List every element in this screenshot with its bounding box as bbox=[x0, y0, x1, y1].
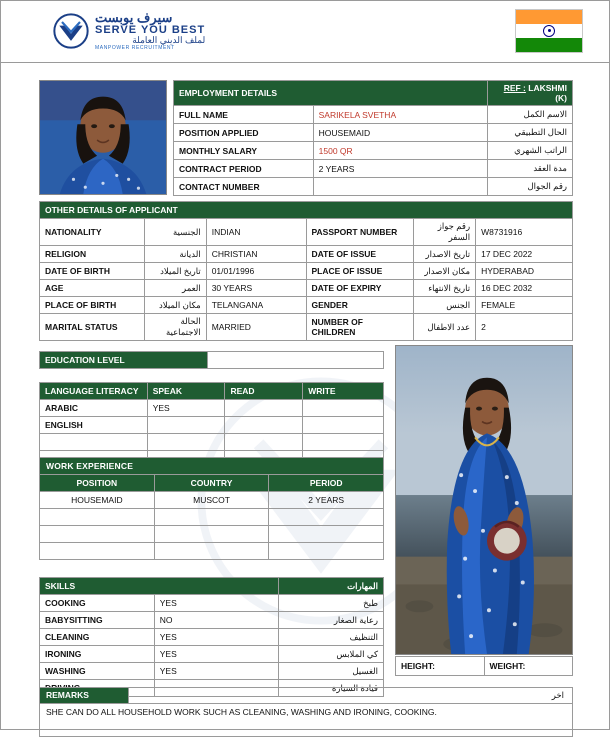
remarks-header-row bbox=[39, 687, 573, 703]
period-col-header: PERIOD bbox=[269, 475, 384, 492]
language-name: ARABIC bbox=[40, 400, 148, 417]
work-header-row bbox=[40, 475, 384, 492]
work-position bbox=[40, 543, 155, 560]
work-country bbox=[154, 543, 269, 560]
full-name-arabic: الاسم الكمل bbox=[488, 106, 573, 124]
table-row bbox=[40, 297, 573, 314]
number-of-children-arabic: عدد الاطفال bbox=[414, 314, 476, 341]
position-applied-arabic: الحال التطبيقي bbox=[488, 124, 573, 142]
language-write bbox=[303, 400, 384, 417]
place-of-issue-label: PLACE OF ISSUE bbox=[306, 263, 414, 280]
education-section bbox=[39, 351, 384, 369]
table-row bbox=[40, 629, 384, 646]
gender-arabic: الجنس bbox=[414, 297, 476, 314]
skill-arabic: رعاية الصغار bbox=[279, 612, 384, 629]
position-applied-label: POSITION APPLIED bbox=[174, 124, 314, 142]
date-of-birth-label: DATE OF BIRTH bbox=[40, 263, 145, 280]
gender-value: FEMALE bbox=[476, 297, 573, 314]
date-of-birth-arabic: تاريخ الميلاد bbox=[144, 263, 206, 280]
other-details-band-row bbox=[40, 202, 573, 219]
applicant-full-photo bbox=[395, 345, 573, 655]
speak-col-header: SPEAK bbox=[147, 383, 225, 400]
gender-label: GENDER bbox=[306, 297, 414, 314]
marital-status-value: MARRIED bbox=[206, 314, 306, 341]
logo-tagline: MANPOWER RECRUITMENT bbox=[95, 44, 175, 51]
date-of-expiry-value: 16 DEC 2032 bbox=[476, 280, 573, 297]
skill-value: YES bbox=[154, 629, 279, 646]
age-value: 30 YEARS bbox=[206, 280, 306, 297]
table-row bbox=[40, 400, 384, 417]
table-row bbox=[40, 646, 384, 663]
work-period bbox=[269, 509, 384, 526]
monthly-salary-arabic: الراتب الشهري bbox=[488, 142, 573, 160]
language-write bbox=[303, 434, 384, 451]
table-row bbox=[174, 160, 573, 178]
contract-period-label: CONTRACT PERIOD bbox=[174, 160, 314, 178]
monthly-salary-value: 1500 QR bbox=[313, 142, 488, 160]
religion-arabic: الديانة bbox=[144, 246, 206, 263]
skill-value: YES bbox=[154, 595, 279, 612]
contact-number-label: CONTACT NUMBER bbox=[174, 178, 314, 196]
language-name: ENGLISH bbox=[40, 417, 148, 434]
nationality-arabic: الجنسية bbox=[144, 219, 206, 246]
ref-cell bbox=[488, 81, 573, 106]
employment-band-row bbox=[174, 81, 573, 106]
place-of-issue-arabic: مكان الاصدار bbox=[414, 263, 476, 280]
table-row bbox=[40, 246, 573, 263]
religion-value: CHRISTIAN bbox=[206, 246, 306, 263]
work-period bbox=[269, 543, 384, 560]
work-band-row bbox=[40, 458, 384, 475]
work-position: HOUSEMAID bbox=[40, 492, 155, 509]
skills-table bbox=[39, 577, 384, 697]
remarks-text: SHE CAN DO ALL HOUSEHOLD WORK SUCH AS CLEANING, WASHING AND IRONING, COOKING. bbox=[39, 703, 573, 737]
table-row bbox=[40, 219, 573, 246]
skill-name: BABYSITTING bbox=[40, 612, 155, 629]
skill-value: NO bbox=[154, 612, 279, 629]
full-name-value: SARIKELA SVETHA bbox=[313, 106, 488, 124]
write-col-header: WRITE bbox=[303, 383, 384, 400]
table-row bbox=[40, 509, 384, 526]
skills-band-row bbox=[40, 578, 384, 595]
language-header-row bbox=[40, 383, 384, 400]
work-band-label: WORK EXPERIENCE bbox=[40, 458, 384, 475]
table-row bbox=[40, 526, 384, 543]
nationality-value: INDIAN bbox=[206, 219, 306, 246]
skill-arabic: كي الملابس bbox=[279, 646, 384, 663]
table-row bbox=[396, 657, 573, 676]
height-label: HEIGHT: bbox=[396, 657, 485, 676]
passport-number-value: W8731916 bbox=[476, 219, 573, 246]
language-read bbox=[225, 434, 303, 451]
age-label: AGE bbox=[40, 280, 145, 297]
work-period: 2 YEARS bbox=[269, 492, 384, 509]
monthly-salary-label: MONTHLY SALARY bbox=[174, 142, 314, 160]
marital-status-arabic: الحالة الاجتماعية bbox=[144, 314, 206, 341]
contract-period-arabic: مدة العقد bbox=[488, 160, 573, 178]
skill-arabic: قيادة السيارة bbox=[279, 680, 384, 697]
date-of-issue-value: 17 DEC 2022 bbox=[476, 246, 573, 263]
place-of-birth-label: PLACE OF BIRTH bbox=[40, 297, 145, 314]
position-applied-value: HOUSEMAID bbox=[313, 124, 488, 142]
religion-label: RELIGION bbox=[40, 246, 145, 263]
table-row bbox=[40, 492, 384, 509]
skill-name: IRONING bbox=[40, 646, 155, 663]
skills-band-arabic: المهارات bbox=[279, 578, 384, 595]
language-name bbox=[40, 434, 148, 451]
nationality-label: NATIONALITY bbox=[40, 219, 145, 246]
language-speak bbox=[147, 434, 225, 451]
table-row bbox=[40, 434, 384, 451]
skill-name: CLEANING bbox=[40, 629, 155, 646]
table-row bbox=[174, 106, 573, 124]
measurements-table bbox=[395, 656, 573, 676]
other-details-section bbox=[39, 201, 573, 341]
language-speak bbox=[147, 417, 225, 434]
skill-value: YES bbox=[154, 646, 279, 663]
table-row bbox=[40, 314, 573, 341]
logo-arabic-sub: لملف الديني العاملة bbox=[132, 35, 206, 46]
number-of-children-value: 2 bbox=[476, 314, 573, 341]
ref-value: LAKSHMI (K) bbox=[528, 83, 567, 103]
other-details-band-label: OTHER DETAILS OF APPLICANT bbox=[40, 202, 573, 219]
contract-period-value: 2 YEARS bbox=[313, 160, 488, 178]
education-table bbox=[39, 351, 384, 369]
table-row bbox=[174, 124, 573, 142]
skill-value: YES bbox=[154, 663, 279, 680]
work-position bbox=[40, 509, 155, 526]
remarks-arabic: اخر bbox=[129, 687, 573, 703]
employment-details-section bbox=[173, 80, 573, 196]
skill-arabic: طبخ bbox=[279, 595, 384, 612]
read-col-header: READ bbox=[225, 383, 303, 400]
skill-name: COOKING bbox=[40, 595, 155, 612]
number-of-children-label: NUMBER OF CHILDREN bbox=[306, 314, 414, 341]
work-position bbox=[40, 526, 155, 543]
passport-number-label: PASSPORT NUMBER bbox=[306, 219, 414, 246]
document-header bbox=[1, 1, 609, 63]
language-literacy-table bbox=[39, 382, 384, 468]
language-write bbox=[303, 417, 384, 434]
date-of-birth-value: 01/01/1996 bbox=[206, 263, 306, 280]
work-country bbox=[154, 526, 269, 543]
passport-number-arabic: رقم جواز السفر bbox=[414, 219, 476, 246]
contact-number-value bbox=[313, 178, 488, 196]
skills-section bbox=[39, 577, 384, 697]
date-of-issue-arabic: تاريخ الاصدار bbox=[414, 246, 476, 263]
table-row bbox=[40, 595, 384, 612]
skill-arabic: الغسيل bbox=[279, 663, 384, 680]
work-experience-section bbox=[39, 457, 384, 560]
language-literacy-section bbox=[39, 382, 384, 468]
language-col-header: LANGUAGE LITERACY bbox=[40, 383, 148, 400]
date-of-issue-label: DATE OF ISSUE bbox=[306, 246, 414, 263]
weight-label: WEIGHT: bbox=[484, 657, 573, 676]
logo-mark-icon bbox=[53, 13, 89, 49]
language-read bbox=[225, 400, 303, 417]
remarks-band-label: REMARKS bbox=[39, 687, 129, 703]
ref-label: REF : bbox=[503, 83, 526, 93]
logo-arabic-main: سيرف يوبست bbox=[95, 10, 173, 25]
skills-band-label: SKILLS bbox=[40, 578, 279, 595]
employment-band-label: EMPLOYMENT DETAILS bbox=[174, 81, 488, 106]
other-details-table bbox=[39, 201, 573, 341]
company-logo bbox=[53, 11, 205, 51]
country-col-header: COUNTRY bbox=[154, 475, 269, 492]
table-row bbox=[174, 142, 573, 160]
skill-name: WASHING bbox=[40, 663, 155, 680]
applicant-passport-photo bbox=[39, 80, 167, 195]
table-row bbox=[40, 417, 384, 434]
education-band-label: EDUCATION LEVEL bbox=[40, 352, 208, 369]
language-read bbox=[225, 417, 303, 434]
table-row bbox=[40, 263, 573, 280]
work-experience-table bbox=[39, 457, 384, 560]
marital-status-label: MARITAL STATUS bbox=[40, 314, 145, 341]
table-row bbox=[174, 178, 573, 196]
employment-details-table bbox=[173, 80, 573, 196]
full-name-label: FULL NAME bbox=[174, 106, 314, 124]
table-row bbox=[40, 543, 384, 560]
table-row bbox=[40, 663, 384, 680]
work-country bbox=[154, 509, 269, 526]
date-of-expiry-arabic: تاريخ الانتهاء bbox=[414, 280, 476, 297]
language-speak: YES bbox=[147, 400, 225, 417]
table-row bbox=[40, 280, 573, 297]
date-of-expiry-label: DATE OF EXPIRY bbox=[306, 280, 414, 297]
place-of-issue-value: HYDERABAD bbox=[476, 263, 573, 280]
india-flag-icon bbox=[515, 9, 583, 53]
table-row bbox=[40, 612, 384, 629]
work-period bbox=[269, 526, 384, 543]
logo-english: SERVE YOU BEST bbox=[95, 23, 206, 36]
skill-arabic: التنظيف bbox=[279, 629, 384, 646]
age-arabic: العمر bbox=[144, 280, 206, 297]
place-of-birth-arabic: مكان الميلاد bbox=[144, 297, 206, 314]
place-of-birth-value: TELANGANA bbox=[206, 297, 306, 314]
education-value bbox=[208, 352, 384, 369]
table-row bbox=[40, 352, 384, 369]
ashoka-chakra-icon bbox=[543, 25, 555, 37]
measurements-section bbox=[395, 656, 573, 676]
contact-number-arabic: رقم الجوال bbox=[488, 178, 573, 196]
position-col-header: POSITION bbox=[40, 475, 155, 492]
work-country: MUSCOT bbox=[154, 492, 269, 509]
